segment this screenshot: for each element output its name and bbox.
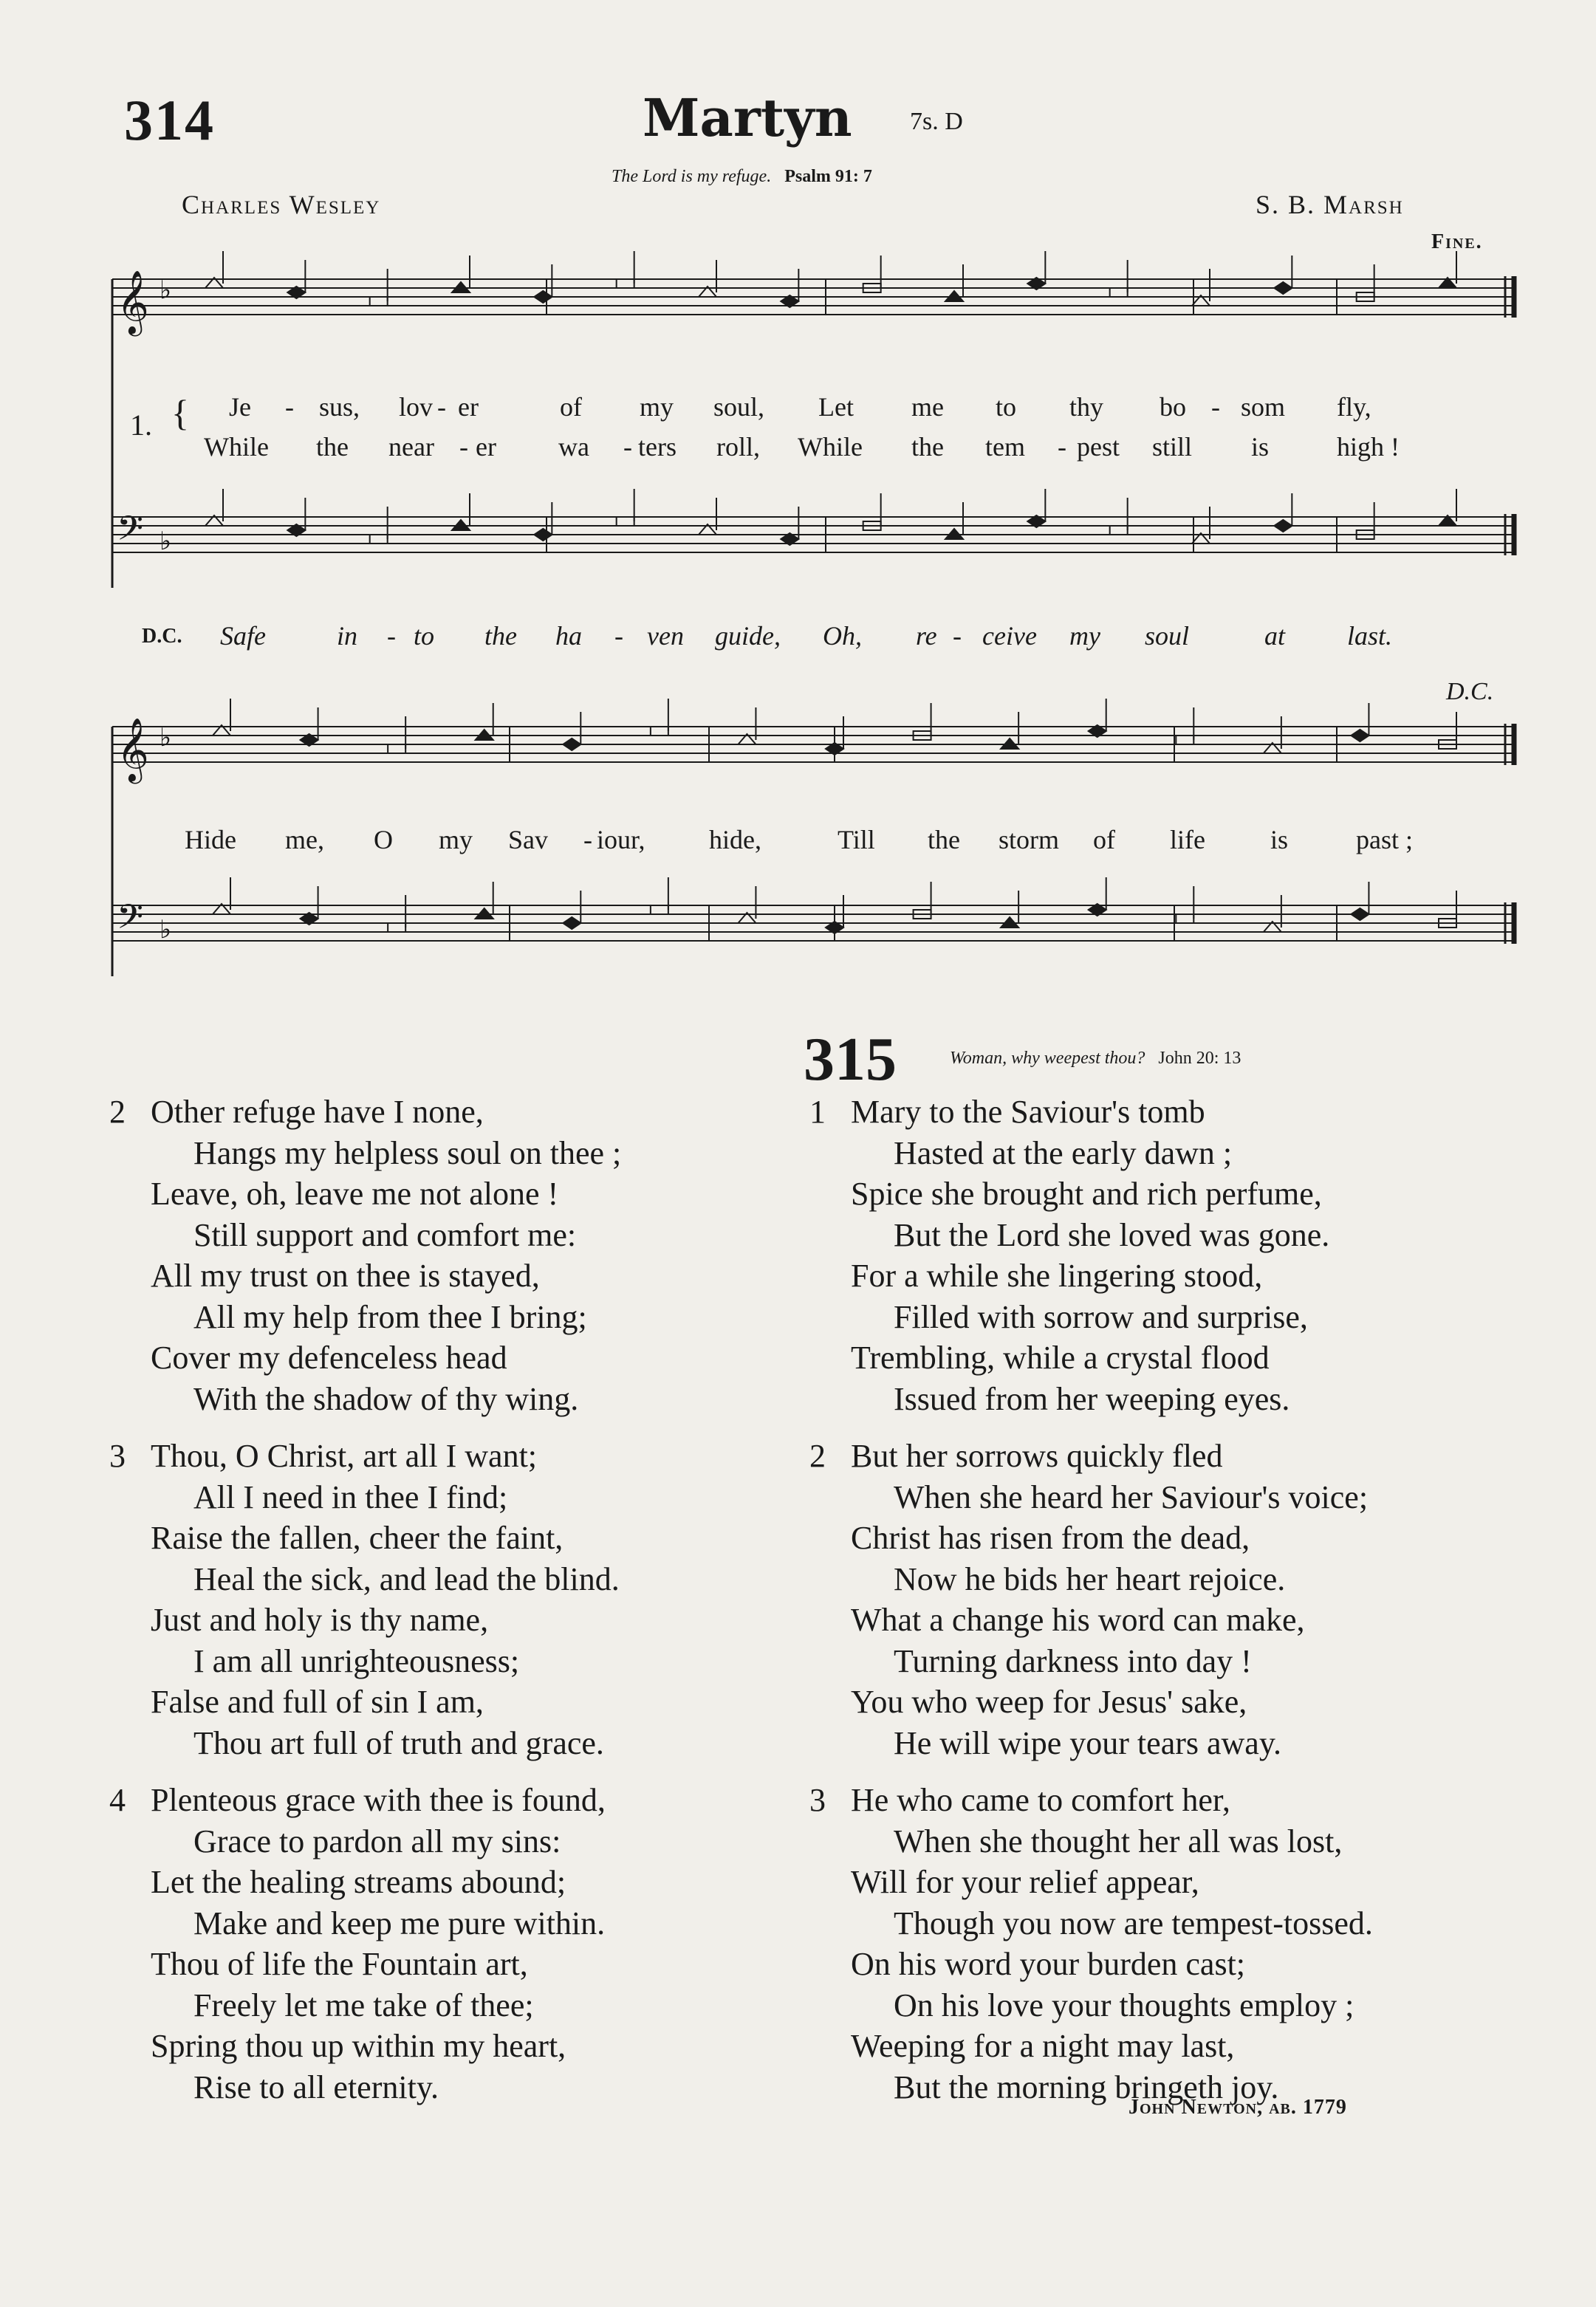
lyric-syllable: me [911,392,944,422]
stanza-number: 2 [109,1094,126,1130]
stanza-line: Hangs my helpless soul on thee ; [193,1134,622,1171]
stanza-line: For a while she lingering stood, [851,1258,1263,1294]
flat-icon: ♭ [160,723,172,753]
lyric-syllable: the [316,432,349,462]
lyric-syllable: my [640,392,674,422]
treble-clef-icon: 𝄞 [117,270,149,334]
stanza-line: Now he bids her heart rejoice. [894,1560,1286,1597]
lyric-syllable: O [374,825,393,854]
stanza-line: Filled with sorrow and surprise, [894,1298,1308,1335]
stanza-line: Spring thou up within my heart, [151,2028,566,2064]
note-head-icon [534,529,552,541]
note-head-icon [1274,520,1292,532]
lyric-syllable: the [928,825,960,854]
composer-credit: S. B. Marsh [1256,190,1404,219]
note-head-icon [617,517,634,526]
note-head-icon [651,905,668,914]
stanza-line: With the shadow of thy wing. [193,1380,579,1417]
note-head-icon [563,917,580,929]
verse-brace: { [171,392,189,433]
lyric-syllable: storm [999,825,1060,854]
stanza [109,1436,620,1763]
stanza-line: Heal the sick, and lead the blind. [193,1560,620,1597]
stanza-line: Thou, O Christ, art all I want; [151,1438,538,1474]
stanza-line: Still support and comfort me: [193,1216,577,1253]
lyric-syllable: bo [1160,392,1186,422]
lyric-syllable: near [388,432,434,462]
lyric-syllable: to [414,621,435,651]
lyric-syllable: guide, [715,621,781,651]
lyric-syllable: ters [638,432,677,462]
lyric-syllable: ceive [982,621,1037,651]
lyric-syllable: still [1152,432,1193,462]
lyric-syllable: - [437,392,446,422]
stanza-line: Cover my defenceless head [151,1340,507,1376]
stanza-line: But the morning bringeth joy. [894,2068,1279,2105]
flat-icon: ♭ [160,915,172,945]
lyric-syllable: Je [229,392,251,422]
motto-reference: Psalm 91: 7 [784,167,872,186]
lyric-syllable: - [285,392,294,422]
stanza-number: 3 [809,1782,826,1818]
note-head-icon [1351,730,1369,741]
stanza-line: False and full of sin I am, [151,1684,484,1720]
dc-label: D.C. [142,625,182,648]
lyric-syllable: - [1058,432,1066,462]
hymn-315-motto [950,1049,1241,1069]
stanza-number: 2 [809,1438,826,1474]
lyrics-line-2 [0,431,1596,464]
dc-mark: D.C. [1446,678,1494,705]
note-head-icon [388,923,405,932]
lyric-syllable: Safe [220,621,266,651]
stanza-line: On his word your burden cast; [851,1946,1246,1982]
meter: 7s. D [910,108,963,135]
lyric-syllable: life [1170,825,1205,854]
lyric-syllable: Let [818,392,854,422]
lyric-syllable: of [1093,825,1115,854]
lyrics-line-1 [0,391,1596,424]
note-head-icon [1351,908,1369,920]
lyric-syllable: last. [1347,621,1393,651]
stanza-line: But the Lord she loved was gone. [894,1216,1330,1253]
treble-clef-icon: 𝄞 [117,718,149,781]
stanza-line: Other refuge have I none, [151,1094,484,1130]
lyric-syllable: lov [399,392,434,422]
stanza-line: Hasted at the early dawn ; [894,1134,1233,1171]
lyric-syllable: - [1211,392,1220,422]
lyric-syllable: er [458,392,479,422]
lyric-syllable: er [476,432,496,462]
stanza-line: Will for your relief appear, [851,1864,1199,1900]
lyric-syllable: me, [285,825,324,854]
stanza-number: 4 [109,1782,126,1818]
lyric-syllable: at [1264,621,1286,651]
note-head-icon [1110,526,1128,535]
lyric-syllable: sus, [319,392,360,422]
stanza-line: Leave, oh, leave me not alone ! [151,1176,559,1212]
lyric-syllable: While [798,432,863,462]
lyric-syllable: Oh, [823,621,862,651]
music-score [0,0,1596,1019]
lyric-syllable: thy [1069,392,1104,422]
stanza-line: Just and holy is thy name, [151,1602,489,1638]
note-head-icon [370,535,388,544]
stanza-number: 3 [109,1438,126,1474]
lyric-syllable: is [1251,432,1270,462]
lyric-syllable: wa [558,432,589,462]
lyric-syllable: - [583,825,592,854]
lyric-syllable: - [953,621,962,651]
bass-clef-icon: 𝄢 [117,509,144,557]
lyric-syllable: my [439,825,473,854]
note-head-icon [1176,914,1193,923]
motto-text: The Lord is my refuge. [612,167,772,186]
stanza-line: All my trust on thee is stayed, [151,1258,540,1294]
lyric-syllable: ven [647,621,684,651]
stanza-line: Turning darkness into day ! [894,1642,1252,1679]
stanza-line: Let the healing streams abound; [151,1864,566,1900]
stanza-line: He will wipe your tears away. [894,1724,1281,1761]
lyric-syllable: is [1270,825,1289,854]
hymn-315-number: 315 [804,1025,897,1094]
stanza [109,1780,606,2108]
lyric-syllable: Till [838,825,875,854]
stanza-line: Weeping for a night may last, [851,2028,1235,2064]
stanza-line: What a change his word can make, [851,1602,1305,1638]
stanza-line: Thou art full of truth and grace. [193,1724,604,1761]
hymn-315-author: John Newton, ab. 1779 [1128,2096,1347,2119]
stanza-line: Raise the fallen, cheer the faint, [151,1520,564,1556]
hymn-number: 314 [124,88,215,152]
stanza [809,1436,1369,1763]
stanza-line: I am all unrighteousness; [193,1642,520,1679]
lyrics-dc-line [0,620,1596,653]
stanza-line: Rise to all eternity. [193,2068,439,2105]
stanza [809,1780,1373,2108]
stanza-line: But her sorrows quickly fled [851,1438,1223,1474]
lyric-syllable: past ; [1356,825,1413,854]
note-head-icon [651,727,668,736]
stanza-line: Though you now are tempest-tossed. [894,1905,1373,1941]
lyric-syllable: - [459,432,468,462]
lyrics-line-3 [0,824,1596,857]
stanza-line: Christ has risen from the dead, [851,1520,1250,1556]
lyric-syllable: re [916,621,937,651]
motto-reference: John 20: 13 [1158,1049,1241,1068]
lyric-syllable: the [911,432,944,462]
stanza-line: When she heard her Saviour's voice; [894,1478,1369,1515]
stanza-line: Mary to the Saviour's tomb [851,1094,1205,1130]
fine-mark: Fine. [1431,230,1483,253]
note-head-icon [563,738,580,750]
stanza-line: Issued from her weeping eyes. [894,1380,1290,1417]
stanza-line: When she thought her all was lost, [894,1823,1343,1859]
stanza-line: You who weep for Jesus' sake, [851,1684,1247,1720]
lyric-syllable: fly, [1337,392,1371,422]
lyric-syllable: of [560,392,582,422]
lyric-syllable: - [623,432,632,462]
lyric-syllable: - [614,621,623,651]
lyric-syllable: Sav [508,825,548,854]
stanza-line: Trembling, while a crystal flood [851,1340,1270,1376]
author-credit: Charles Wesley [182,190,381,219]
tune-name: Martyn [643,87,852,148]
bass-clef-icon: 𝄢 [117,897,144,945]
lyric-syllable: pest [1077,432,1120,462]
stanza-number: 1 [809,1094,826,1130]
flat-icon: ♭ [160,527,172,556]
note-head-icon [1110,288,1128,297]
note-head-icon [534,291,552,303]
lyric-syllable: my [1069,621,1100,651]
lyric-syllable: in [337,621,358,651]
stanza-line: All my help from thee I bring; [193,1298,587,1335]
stanza-line: Spice she brought and rich perfume, [851,1176,1322,1212]
stanza-line: All I need in thee I find; [193,1478,508,1515]
lyric-syllable: roll, [716,432,760,462]
note-head-icon [1176,736,1193,744]
motto-text: Woman, why weepest thou? [950,1049,1145,1068]
note-head-icon [370,297,388,306]
stanza [809,1091,1330,1419]
note-head-icon [388,744,405,753]
lyric-syllable: ha [555,621,582,651]
stanza-line: Plenteous grace with thee is found, [151,1782,606,1818]
lyric-syllable: - [387,621,396,651]
lyric-syllable: the [484,621,517,651]
stanza-line: Thou of life the Fountain art, [151,1946,528,1982]
note-head-icon [1274,282,1292,294]
lyric-syllable: soul [1145,621,1190,651]
lyric-syllable: iour, [597,825,645,854]
stanza-line: He who came to comfort her, [851,1782,1230,1818]
stanza-line: Freely let me take of thee; [193,1987,534,2023]
flat-icon: ♭ [160,275,172,305]
lyric-syllable: hide, [709,825,761,854]
stanza [109,1091,622,1419]
lyric-syllable: soul, [713,392,765,422]
stanza-line: Grace to pardon all my sins: [193,1823,561,1859]
lyric-syllable: Hide [185,825,236,854]
note-head-icon [617,279,634,288]
stanza-line: On his love your thoughts employ ; [894,1987,1354,2023]
lyric-syllable: tem [985,432,1025,462]
verse-number: 1. [130,408,152,442]
stanza-line: Make and keep me pure within. [193,1905,606,1941]
lyric-syllable: While [204,432,269,462]
lyric-syllable: som [1241,392,1286,422]
lyric-syllable: high ! [1337,432,1400,462]
lyric-syllable: to [996,392,1017,422]
